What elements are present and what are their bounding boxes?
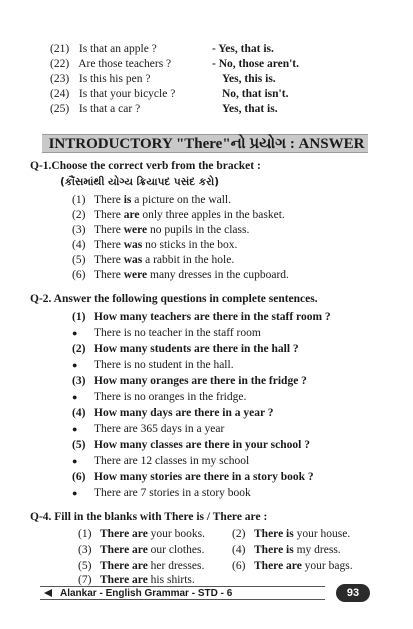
question-line: (1) How many teachers are there in the staff room ? <box>72 311 331 323</box>
list-item: (21) Is that an apple ? <box>50 43 157 55</box>
list-item: (6) There were many dresses in the cupboard. <box>72 269 289 281</box>
section-heading: INTRODUCTORY "There"નો પ્રયોગ : ANSWER <box>48 136 365 152</box>
list-item: (3) There were no pupils in the class. <box>72 224 250 236</box>
answer-line: ● There is no student in the hall. <box>72 359 234 371</box>
list-item: (7) There are his shirts. <box>78 574 195 586</box>
answer-line: ● There is no teacher in the staff room <box>72 327 261 339</box>
list-item: (1) There is a picture on the wall. <box>72 194 232 206</box>
bullet-icon: ● <box>72 424 78 434</box>
question-instruction: Q-2. Answer the following questions in complete sentences. <box>30 293 318 305</box>
list-item: (2) There are only three apples in the basket. <box>72 209 285 221</box>
list-item: (5) There was a rabbit in the hole. <box>72 254 235 266</box>
question-line: (2) How many students are there in the hall ? <box>72 343 299 355</box>
list-item: (1) There are your books. <box>78 528 205 540</box>
page-number: 93 <box>336 584 370 602</box>
answer-line: ● There are 12 classes in my school <box>72 455 250 467</box>
answer-line: ● There are 7 stories in a story book <box>72 487 251 499</box>
bullet-icon: ● <box>72 392 78 402</box>
bullet-icon: ● <box>72 456 78 466</box>
list-item: (6) There are your bags. <box>232 560 353 572</box>
question-line: (3) How many oranges are there in the fridge ? <box>72 375 307 387</box>
list-answer: Yes, that is. <box>222 103 278 115</box>
list-item: (22) Are those teachers ? <box>50 58 172 70</box>
list-item: (2) There is your house. <box>232 528 351 540</box>
question-instruction: Q-4. Fill in the blanks with There is / There are : <box>30 511 268 523</box>
list-answer: - Yes, that is. <box>212 43 274 55</box>
list-item: (4) There is my dress. <box>232 544 341 556</box>
list-item: (24) Is that your bicycle ? <box>50 88 176 100</box>
footer-title: Alankar - English Grammar - STD - 6 <box>60 588 233 599</box>
list-item: (3) There are our clothes. <box>78 544 205 556</box>
list-item: (5) There are her dresses. <box>78 560 205 572</box>
question-line: (5) How many classes are there in your school ? <box>72 439 310 451</box>
question-line: (4) How many days are there in a year ? <box>72 407 274 419</box>
arrow-left-icon <box>44 589 52 597</box>
list-item: (25) Is that a car ? <box>50 103 141 115</box>
list-item: (23) Is this his pen ? <box>50 73 151 85</box>
list-answer: No, that isn't. <box>222 88 289 100</box>
question-instruction-gujarati: (કૌંસમાંથી યોગ્ય ક્રિયાપદ પસંદ કરો) <box>60 176 220 188</box>
list-answer: - No, those aren't. <box>212 58 299 70</box>
bullet-icon: ● <box>72 360 78 370</box>
bullet-icon: ● <box>72 328 78 338</box>
answer-line: ● There are 365 days in a year <box>72 423 225 435</box>
list-item: (4) There was no sticks in the box. <box>72 239 238 251</box>
question-line: (6) How many stories are there in a story book ? <box>72 471 314 483</box>
list-answer: Yes, this is. <box>222 73 276 85</box>
bullet-icon: ● <box>72 488 78 498</box>
question-instruction: Q-1.Choose the correct verb from the bracket : <box>30 160 261 172</box>
answer-line: ● There is no oranges in the fridge. <box>72 391 247 403</box>
